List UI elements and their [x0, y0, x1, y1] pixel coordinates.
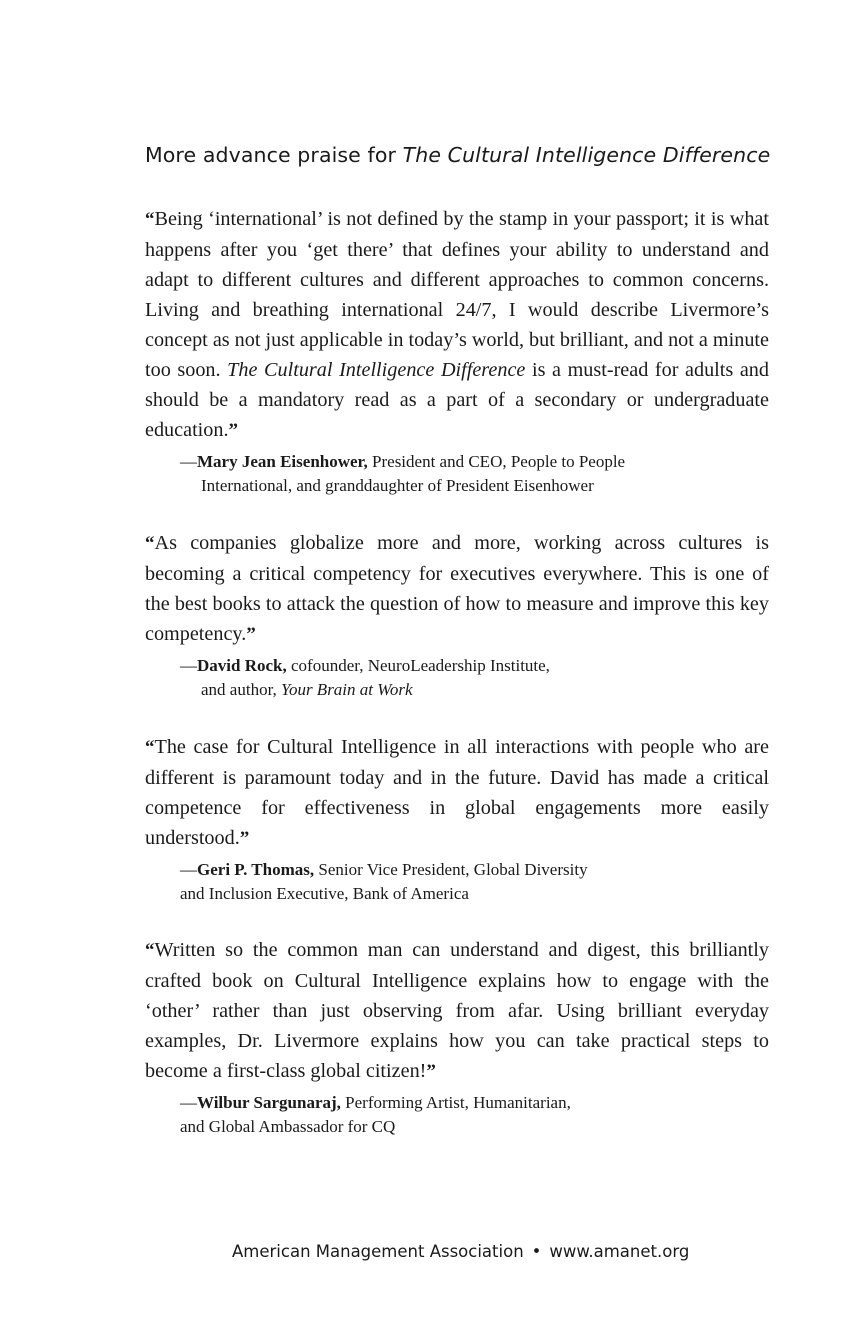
quote-text: “The case for Cultural Intelligence in all interactions with people who are different is paramount today and in the future. David has made a critical competence for effectiveness in global engagements more easily understood.” — [145, 736, 769, 849]
quote-attribution: —Wilbur Sargunaraj, Performing Artist, Humanitarian, and Global Ambassador for CQ — [180, 1093, 571, 1136]
quote-attribution: —Mary Jean Eisenhower, President and CEO, People to People International, and granddaughter of President Eisenhower — [180, 452, 626, 495]
open-quote-mark: “ — [145, 209, 155, 230]
open-quote-mark: “ — [145, 533, 155, 554]
attribution-book-title: Your Brain at Work — [281, 680, 413, 699]
open-quote-mark: “ — [145, 940, 155, 961]
heading-book-title: The Cultural Intelligence Difference — [402, 143, 771, 167]
quote-text: “As companies globalize more and more, working across cultures is becoming a critical competency for executives everywhere. This is one of the best books to attack the question of how to measure and improve this key competency.” — [145, 532, 769, 645]
page-footer — [232, 1242, 689, 1261]
quote-text: “Written so the common man can understand and digest, this brilliantly crafted book on Cultural Intelligence explains how to engage with the ‘other’ rather than just observing from afar. Using brilliant everyday examples, Dr. Livermore explains how you can take practical steps to become a first-class global citizen!” — [145, 939, 769, 1082]
quote-book-title: The Cultural Intelligence Difference — [227, 359, 526, 381]
attribution-name: Geri P. Thomas, — [197, 860, 315, 879]
heading-prefix: More advance praise for — [145, 143, 403, 167]
close-quote-mark: ” — [426, 1061, 436, 1082]
close-quote-mark: ” — [246, 624, 256, 645]
attribution-name: Mary Jean Eisenhower, — [197, 452, 368, 471]
close-quote-mark: ” — [228, 420, 239, 441]
close-quote-mark: ” — [239, 828, 250, 849]
attribution-name: David Rock, — [197, 656, 287, 675]
praise-quote-2 — [145, 528, 769, 702]
praise-quote-4 — [145, 935, 769, 1139]
bullet-separator: • — [531, 1242, 542, 1261]
quote-attribution: —Geri P. Thomas, Senior Vice President, Global Diversity and Inclusion Executive, Bank of America — [180, 860, 588, 903]
publisher-url: www.amanet.org — [549, 1242, 690, 1261]
quote-text: “Being ‘international’ is not defined by the stamp in your passport; it is what happens after you ‘get there’ that defines your ability to understand and adapt to different cultures and different approaches to common concerns. Living and breathing international 24/7, I would describe Livermore’s concept as not just applicable in today’s world, but brilliant, and not a minute too soon. The Cultural Intelligence Difference is a must-read for adults and should be a mandatory read as a part of a secondary or undergraduate education.” — [145, 208, 769, 441]
open-quote-mark: “ — [145, 737, 155, 758]
page-heading — [145, 143, 795, 167]
publisher-name: American Management Association — [232, 1242, 524, 1261]
attribution-name: Wilbur Sargunaraj, — [197, 1093, 341, 1112]
quote-attribution: —David Rock, cofounder, NeuroLeadership Institute, and author, Your Brain at Work — [180, 656, 550, 699]
praise-quote-3 — [145, 732, 769, 906]
praise-quote-1 — [145, 204, 769, 498]
